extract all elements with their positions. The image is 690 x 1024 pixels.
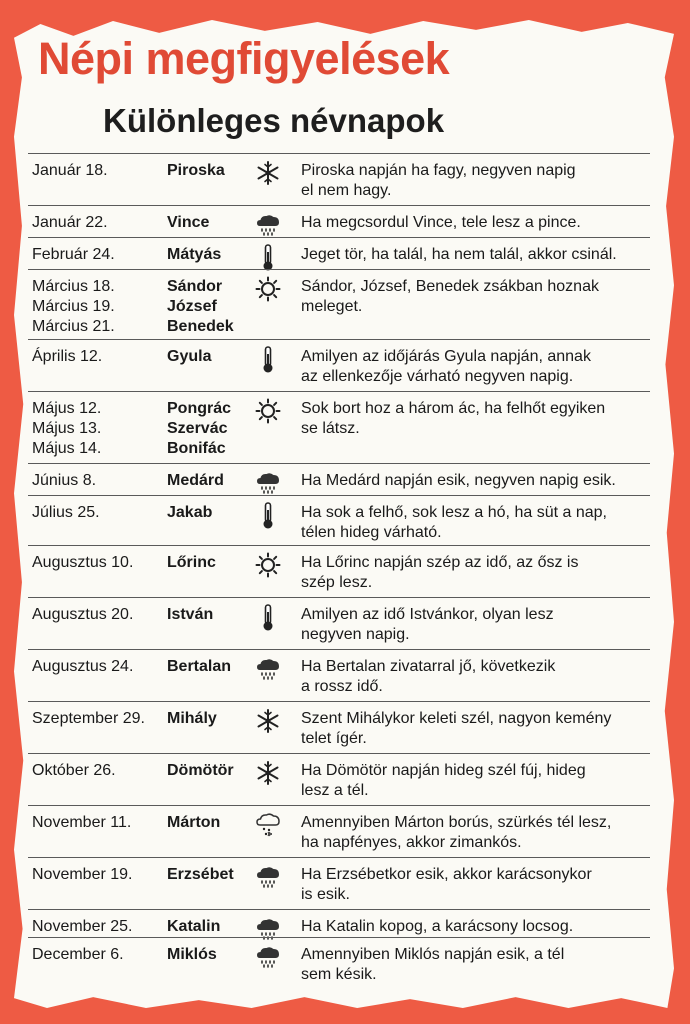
row-names [167,605,213,625]
date-label: Június 8. [32,472,97,489]
saying-line: telet ígér. [301,730,367,747]
row-dates [32,761,116,781]
row-saying [301,277,646,317]
row-dates [32,471,96,491]
saying-line: Amennyiben Márton borús, szürkés tél lesz, [301,814,612,831]
row-names [167,213,209,233]
saying-line: Piroska napján ha fagy, negyven napig [301,162,576,179]
thermometer-icon [254,604,282,630]
name-label: Katalin [167,918,221,935]
row-names [167,245,221,265]
saying-line: Ha sok a felhő, sok lesz a hó, ha süt a nap, [301,504,607,521]
saying-line: Ha Katalin kopog, a karácsony locsog. [301,918,574,935]
table-row [28,805,650,857]
row-names [167,813,220,833]
saying-line: a rossz idő. [301,678,383,695]
saying-line: is esik. [301,886,350,903]
row-saying [301,503,646,543]
saying-line: lesz a tél. [301,782,369,799]
row-saying [301,553,646,593]
row-dates [32,945,124,965]
row-saying [301,605,646,645]
name-label: Sándor [167,278,223,295]
table-row [28,339,650,391]
date-label: November 25. [32,918,133,935]
saying-line: sem késik. [301,966,377,983]
row-saying [301,399,646,439]
row-dates [32,865,133,885]
row-dates [32,605,133,625]
row-saying [301,761,646,801]
row-dates [32,213,108,233]
sun-icon [254,552,282,578]
table-row [28,269,650,339]
sun-icon [254,398,282,424]
name-label: József [167,298,217,315]
row-saying [301,709,646,749]
table-row [28,545,650,597]
page-title: Népi megfigyelések [38,33,450,84]
name-label: Bertalan [167,658,232,675]
date-label: Október 26. [32,762,116,779]
row-saying [301,213,646,233]
row-saying [301,945,646,985]
date-label: December 6. [32,946,124,963]
saying-line: Jeget tör, ha talál, ha nem talál, akkor csinál. [301,246,617,263]
table-row [28,701,650,753]
rain-cloud-icon [254,944,282,970]
row-names [167,709,217,729]
date-label: Január 18. [32,162,108,179]
name-label: Miklós [167,946,217,963]
snowflake-icon [254,708,282,734]
table-row [28,753,650,805]
thermometer-icon [254,346,282,372]
saying-line: se látsz. [301,420,360,437]
row-names [167,657,231,677]
row-saying [301,865,646,905]
name-label: Pongrác [167,400,232,417]
saying-line: szép lesz. [301,574,373,591]
name-label: Márton [167,814,221,831]
date-label: Május 13. [32,420,102,437]
name-label: Benedek [167,318,234,335]
date-label: Március 19. [32,298,115,315]
row-names [167,865,234,885]
name-label: Dömötör [167,762,234,779]
row-saying [301,347,646,387]
saying-line: el nem hagy. [301,182,392,199]
row-names [167,503,212,523]
row-dates [32,347,102,367]
name-label: Gyula [167,348,212,365]
thermometer-icon [254,502,282,528]
snow-cloud-icon [254,812,282,838]
date-label: Augusztus 24. [32,658,134,675]
thermometer-icon [254,244,282,270]
snowflake-icon [254,160,282,186]
row-saying [301,657,646,697]
row-dates [32,161,108,181]
row-dates [32,657,133,677]
date-label: Szeptember 29. [32,710,145,727]
table-row [28,937,650,990]
saying-line: Ha megcsordul Vince, tele lesz a pince. [301,214,581,231]
saying-line: Amilyen az idő Istvánkor, olyan lesz [301,606,554,623]
name-label: Mátyás [167,246,222,263]
saying-line: Ha Medárd napján esik, negyven napig esik. [301,472,616,489]
saying-line: Ha Bertalan zivatarral jő, következik [301,658,556,675]
saying-line: Ha Erzsébetkor esik, akkor karácsonykor [301,866,592,883]
saying-line: Sándor, József, Benedek zsákban hoznak [301,278,599,295]
row-saying [301,813,646,853]
table-row [28,597,650,649]
row-dates [32,245,115,265]
date-label: Augusztus 20. [32,606,134,623]
saying-line: Amilyen az időjárás Gyula napján, annak [301,348,591,365]
table-row [28,205,650,237]
row-names [167,399,231,459]
rain-cloud-icon [254,864,282,890]
saying-line: Sok bort hoz a három ác, ha felhőt egyiken [301,400,606,417]
row-dates [32,917,133,937]
row-names [167,347,211,367]
table-row [28,237,650,269]
row-dates [32,813,131,833]
date-label: Július 25. [32,504,100,521]
row-names [167,277,234,337]
saying-line: Ha Dömötör napján hideg szél fúj, hideg [301,762,586,779]
name-label: Szervác [167,420,228,437]
rain-cloud-icon [254,470,282,496]
name-label: Vince [167,214,210,231]
sun-icon [254,276,282,302]
date-label: November 19. [32,866,133,883]
row-saying [301,917,646,937]
saying-line: Szent Mihálykor keleti szél, nagyon kemény [301,710,612,727]
date-label: Január 22. [32,214,108,231]
table-row [28,649,650,701]
snowflake-icon [254,760,282,786]
saying-line: Ha Lőrinc napján szép az idő, az ősz is [301,554,579,571]
row-names [167,553,216,573]
row-saying [301,245,646,265]
name-label: Medárd [167,472,224,489]
saying-line: ha napfényes, akkor zimankós. [301,834,522,851]
name-label: Piroska [167,162,225,179]
date-label: Február 24. [32,246,115,263]
rain-cloud-icon [254,212,282,238]
row-dates [32,709,145,729]
row-names [167,917,220,937]
row-saying [301,161,646,201]
table-row [28,153,650,205]
row-dates [32,399,101,459]
row-names [167,161,225,181]
table-row [28,909,650,937]
date-label: Május 12. [32,400,102,417]
table-row [28,391,650,463]
saying-line: az ellenkezője várható negyven napig. [301,368,574,385]
name-label: Mihály [167,710,217,727]
date-label: Augusztus 10. [32,554,134,571]
saying-line: negyven napig. [301,626,410,643]
table-row [28,857,650,909]
saying-line: meleget. [301,298,363,315]
row-saying [301,471,646,491]
name-label: Bonifác [167,440,226,457]
name-label: István [167,606,214,623]
date-label: November 11. [32,814,132,831]
row-names [167,945,217,965]
row-names [167,471,224,491]
table-row [28,463,650,495]
row-dates [32,503,100,523]
name-label: Jakab [167,504,213,521]
saying-line: télen hideg várható. [301,524,442,541]
name-label: Lőrinc [167,554,216,571]
date-label: Március 18. [32,278,115,295]
date-label: Március 21. [32,318,115,335]
date-label: Április 12. [32,348,103,365]
page-subtitle: Különleges névnapok [103,102,445,139]
date-label: Május 14. [32,440,102,457]
row-dates [32,277,115,337]
saying-line: Amennyiben Miklós napján esik, a tél [301,946,565,963]
name-label: Erzsébet [167,866,234,883]
table-row [28,495,650,545]
row-dates [32,553,133,573]
rain-cloud-icon [254,656,282,682]
row-names [167,761,234,781]
